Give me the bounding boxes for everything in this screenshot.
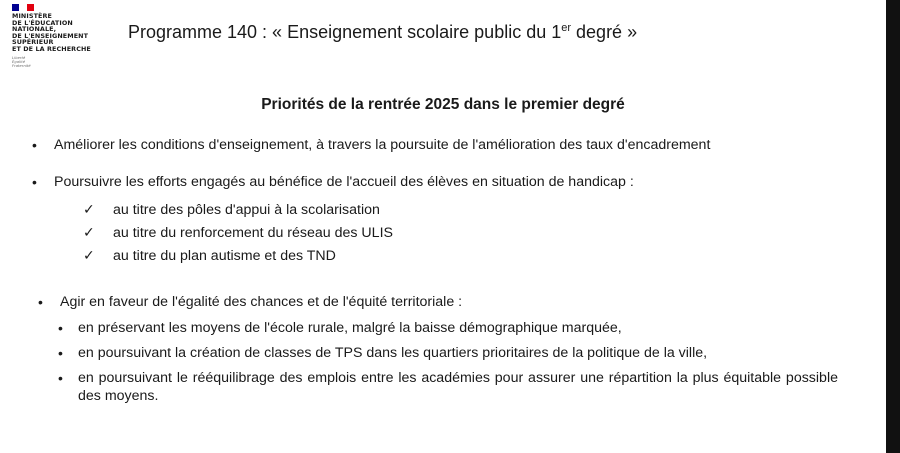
bullet-icon: • — [58, 320, 63, 336]
check-text: au titre du plan autisme et des TND — [113, 248, 336, 264]
checkmark-icon: ✓ — [83, 224, 95, 240]
check-text: au titre des pôles d'appui à la scolarisation — [113, 202, 380, 218]
sub-bullet-text: en poursuivant le rééquilibrage des emplois entre les académies pour assurer une répartition la plus équitable possible des moyens. — [78, 370, 838, 404]
logo-line: NATIONALE, — [12, 25, 57, 34]
sub-bullet-item — [58, 345, 708, 361]
section-subtitle: Priorités de la rentrée 2025 dans le premier degré — [261, 96, 625, 113]
check-text: au titre du renforcement du réseau des ULIS — [113, 225, 393, 241]
logo-line: MINISTÈRE — [12, 12, 52, 20]
bullet-icon: • — [58, 370, 63, 386]
bullet-item — [32, 137, 711, 153]
right-edge-bar — [886, 0, 900, 453]
bullet-icon: • — [32, 174, 37, 190]
bullet-text: Poursuivre les efforts engagés au bénéfice de l'accueil des élèves en situation de handicap : — [54, 174, 634, 190]
sub-bullet-item — [58, 369, 838, 405]
check-item — [83, 247, 336, 264]
logo-line: SUPÉRIEUR — [12, 38, 54, 47]
logo-line: ET DE LA RECHERCHE — [12, 44, 91, 53]
bullet-text: Améliorer les conditions d'enseignement, à travers la poursuite de l'amélioration des taux d'encadrement — [54, 137, 711, 153]
checkmark-icon: ✓ — [83, 201, 95, 217]
check-item — [83, 201, 380, 218]
logo-line: DE L'ÉDUCATION — [12, 18, 73, 27]
logo-motto: Liberté Égalité Fraternité — [12, 55, 31, 68]
sub-bullet-text: en préservant les moyens de l'école rurale, malgré la baisse démographique marquée, — [78, 320, 622, 336]
page-title: Programme 140 : « Enseignement scolaire public du 1er degré » — [128, 22, 638, 42]
sub-bullet-item — [58, 320, 622, 336]
sub-bullet-text: en poursuivant la création de classes de TPS dans les quartiers prioritaires de la politique de la ville, — [78, 345, 708, 361]
checkmark-icon: ✓ — [83, 247, 95, 263]
bullet-icon: • — [32, 137, 37, 153]
ministry-logo — [12, 4, 122, 68]
bullet-item — [38, 294, 463, 310]
bullet-icon: • — [58, 345, 63, 361]
bullet-item — [32, 174, 634, 190]
check-item — [83, 224, 393, 241]
bullet-text: Agir en faveur de l'égalité des chances et de l'équité territoriale : — [60, 294, 463, 310]
logo-line: DE L'ENSEIGNEMENT — [12, 31, 89, 40]
bullet-icon: • — [38, 294, 43, 310]
french-flag-icon — [12, 4, 34, 11]
